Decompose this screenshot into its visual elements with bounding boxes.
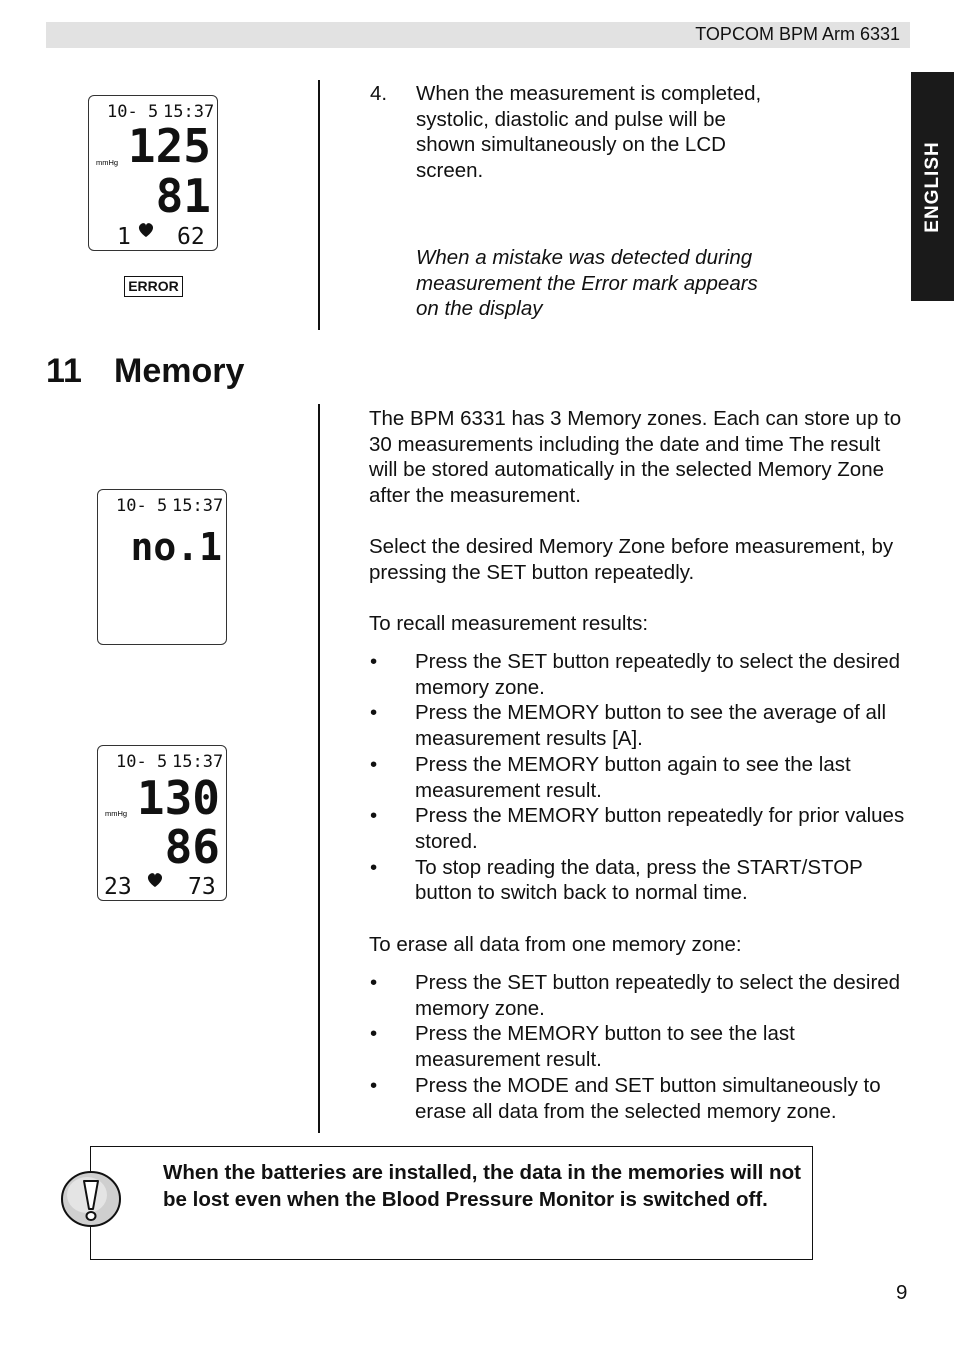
list-item: • Press the MODE and SET button simultaneously to erase all data from the selected memory zone.	[368, 1073, 913, 1124]
lcd-diastolic: 81	[155, 169, 211, 223]
lcd-time: 15:37	[172, 752, 224, 772]
lcd-time: 15:37	[172, 496, 224, 516]
lcd-memory-number: 1	[117, 224, 131, 250]
lcd-count: 23	[104, 874, 132, 900]
lcd-date: 10- 5	[116, 752, 168, 772]
list-item: • Press the SET button repeatedly to select the desired memory zone.	[368, 649, 913, 700]
list-item: • Press the MEMORY button to see the average of all measurement results [A].	[368, 700, 913, 751]
lcd-time: 15:37	[163, 102, 215, 122]
recall-heading: To recall measurement results:	[369, 612, 649, 635]
heart-icon	[148, 873, 162, 887]
memory-select: Select the desired Memory Zone before measurement, by pressing the SET button repeatedly.	[369, 535, 894, 584]
list-item: • Press the SET button repeatedly to select the desired memory zone.	[368, 970, 913, 1021]
column-divider-memory	[318, 404, 320, 1133]
recall-steps-list	[368, 649, 913, 906]
step-number: 4.	[370, 82, 388, 105]
error-mark: ERROR	[124, 276, 183, 297]
note-box	[90, 1146, 813, 1260]
section-heading	[46, 352, 244, 391]
lcd-systolic: 130	[136, 771, 220, 825]
language-tab	[911, 72, 954, 301]
lcd-diastolic: 86	[164, 820, 220, 874]
lcd-pulse: 73	[188, 874, 216, 900]
language-tab-label: ENGLISH	[921, 140, 943, 233]
step-4-text: When the measurement is completed, systolic, diastolic and pulse will be shown simultaneously on the LCD screen.	[416, 82, 762, 183]
lcd-unit: mmHg	[105, 809, 128, 818]
lcd-display-memory-zone	[97, 489, 227, 645]
error-note: When a mistake was detected during measurement the Error mark appears on the display	[416, 246, 758, 321]
lcd-display-average	[97, 745, 227, 901]
note-text: When the batteries are installed, the data in the memories will not be lost even when the Blood Pressure Monitor is switched off.	[163, 1161, 801, 1211]
lcd-date: 10- 5	[116, 496, 168, 516]
section-title: Memory	[114, 352, 245, 390]
lcd-display-result	[88, 95, 218, 251]
warning-icon	[60, 1168, 124, 1230]
page-number: 9	[896, 1281, 908, 1304]
lcd-unit: mmHg	[96, 158, 119, 167]
list-item: • Press the MEMORY button repeatedly for prior values stored.	[368, 803, 913, 854]
list-item: • Press the MEMORY button again to see the last measurement result.	[368, 752, 913, 803]
memory-intro: The BPM 6331 has 3 Memory zones. Each can store up to 30 measurements including the date and time The result will be stored automatically in the selected Memory Zone after the measurement.	[369, 407, 902, 508]
erase-steps-list	[368, 970, 913, 1124]
erase-heading: To erase all data from one memory zone:	[369, 933, 742, 956]
header-bar	[46, 22, 910, 48]
header-title: TOPCOM BPM Arm 6331	[695, 24, 900, 44]
list-item: • To stop reading the data, press the START/STOP button to switch back to normal time.	[368, 855, 913, 906]
column-divider-top	[318, 80, 320, 330]
lcd-memory-zone: no.1	[130, 525, 222, 569]
lcd-date: 10- 5	[107, 102, 159, 122]
list-item: • Press the MEMORY button to see the last measurement result.	[368, 1021, 913, 1072]
section-number: 11	[46, 352, 82, 390]
lcd-systolic: 125	[127, 119, 211, 173]
heart-icon	[139, 223, 153, 237]
lcd-pulse: 62	[177, 224, 205, 250]
